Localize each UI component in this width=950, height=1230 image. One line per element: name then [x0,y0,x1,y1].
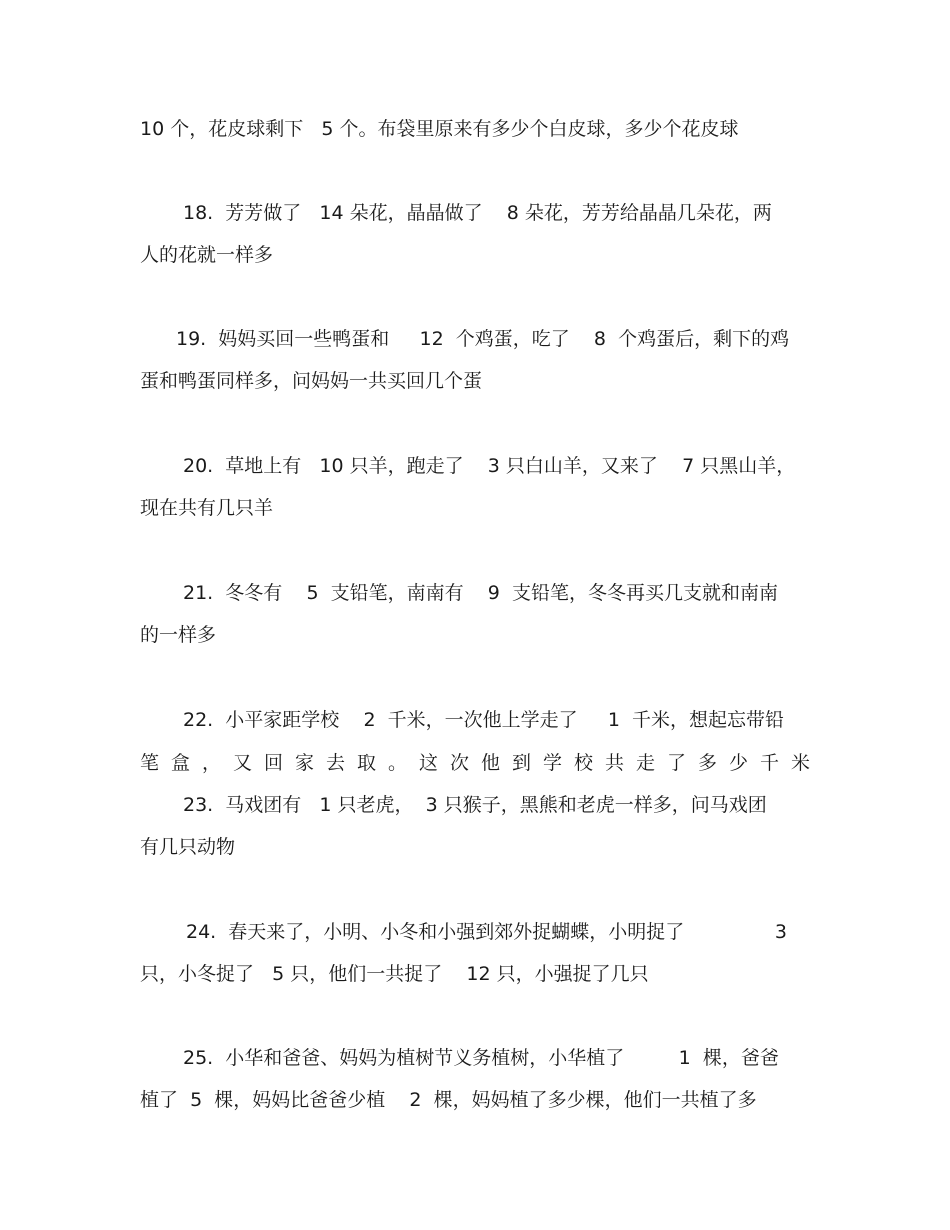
text-line: 有几只动物 [140,836,236,858]
text-line: 20. 草地上有 10 只羊，跑走了 3 只白山羊，又来了 7 只黑山羊， [183,455,796,477]
text-line: 10 个，花皮球剩下 5 个。布袋里原来有多少个白皮球，多少个花皮球 [140,118,739,140]
text-line: 植了 5 棵，妈妈比爸爸少植 2 棵，妈妈植了多少棵，他们一共植了多 [140,1089,757,1111]
text-line: 只，小冬捉了 5 只，他们一共捉了 12 只，小强捉了几只 [140,963,649,985]
text-line: 24. 春天来了，小明、小冬和小强到郊外捉蝴蝶，小明捉了 3 [186,921,787,943]
text-line: 现在共有几只羊 [140,497,274,519]
text-line: 19. 妈妈买回一些鸭蛋和 12 个鸡蛋，吃了 8 个鸡蛋后，剩下的鸡 [176,328,790,350]
text-line: 22. 小平家距学校 2 千米，一次他上学走了 1 千米，想起忘带铅 [183,709,784,731]
text-line: 21. 冬冬有 5 支铅笔，南南有 9 支铅笔，冬冬再买几支就和南南 [183,582,778,604]
text-line: 25. 小华和爸爸、妈妈为植树节义务植树，小华植了 1 棵，爸爸 [183,1047,779,1069]
text-line: 的一样多 [140,624,217,646]
text-line: 23. 马戏团有 1 只老虎， 3 只猴子，黑熊和老虎一样多，问马戏团 [183,794,767,816]
text-line: 蛋和鸭蛋同样多，问妈妈一共买回几个蛋 [140,370,483,392]
text-line: 笔盒，又回家去取。这次他到学校共走了多少千米 [140,752,823,774]
text-line: 人的花就一样多 [140,244,274,266]
text-line: 18. 芳芳做了 14 朵花，晶晶做了 8 朵花，芳芳给晶晶几朵花，两 [183,202,772,224]
